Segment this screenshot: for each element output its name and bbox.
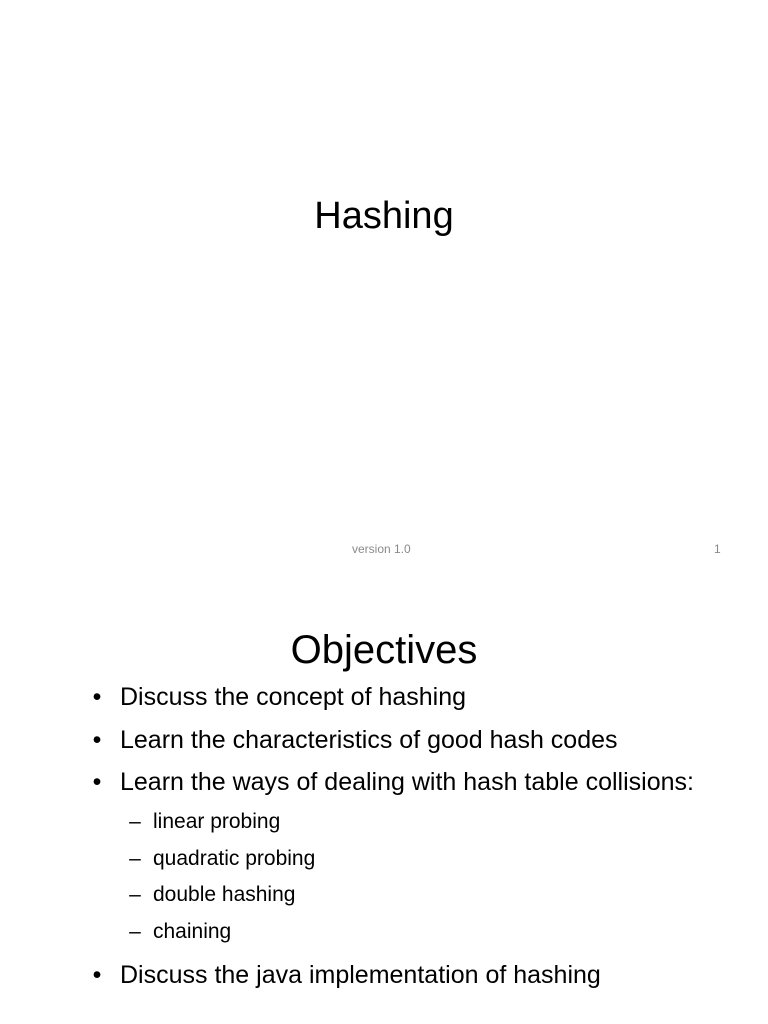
bullet-marker: • [92,726,102,754]
bullet-text: Discuss the java implementation of hashing [120,961,601,989]
sub-bullet-marker: – [129,847,141,870]
bullet-text: Learn the ways of dealing with hash table collisions: [120,768,694,796]
sub-bullet-marker: – [129,883,141,906]
slide-title: Objectives [290,628,478,672]
slide-title: Hashing [314,195,454,237]
sub-bullet-text: quadratic probing [153,847,316,870]
bullet-text: Discuss the concept of hashing [120,683,467,711]
bullet-list [0,576,768,1024]
footer-version: version 1.0 [352,542,411,556]
slide-2 [0,576,768,1024]
sub-bullet-marker: – [129,810,141,833]
bullet-marker: • [92,961,102,989]
bullet-text: Learn the characteristics of good hash codes [120,726,618,754]
footer-page-number: 1 [714,542,721,556]
sub-bullet-text: linear probing [153,810,281,833]
sub-bullet-marker: – [129,920,141,943]
sub-bullet-text: double hashing [153,883,296,906]
sub-bullet-text: chaining [153,920,232,943]
bullet-marker: • [92,768,102,796]
bullet-marker: • [92,683,102,711]
